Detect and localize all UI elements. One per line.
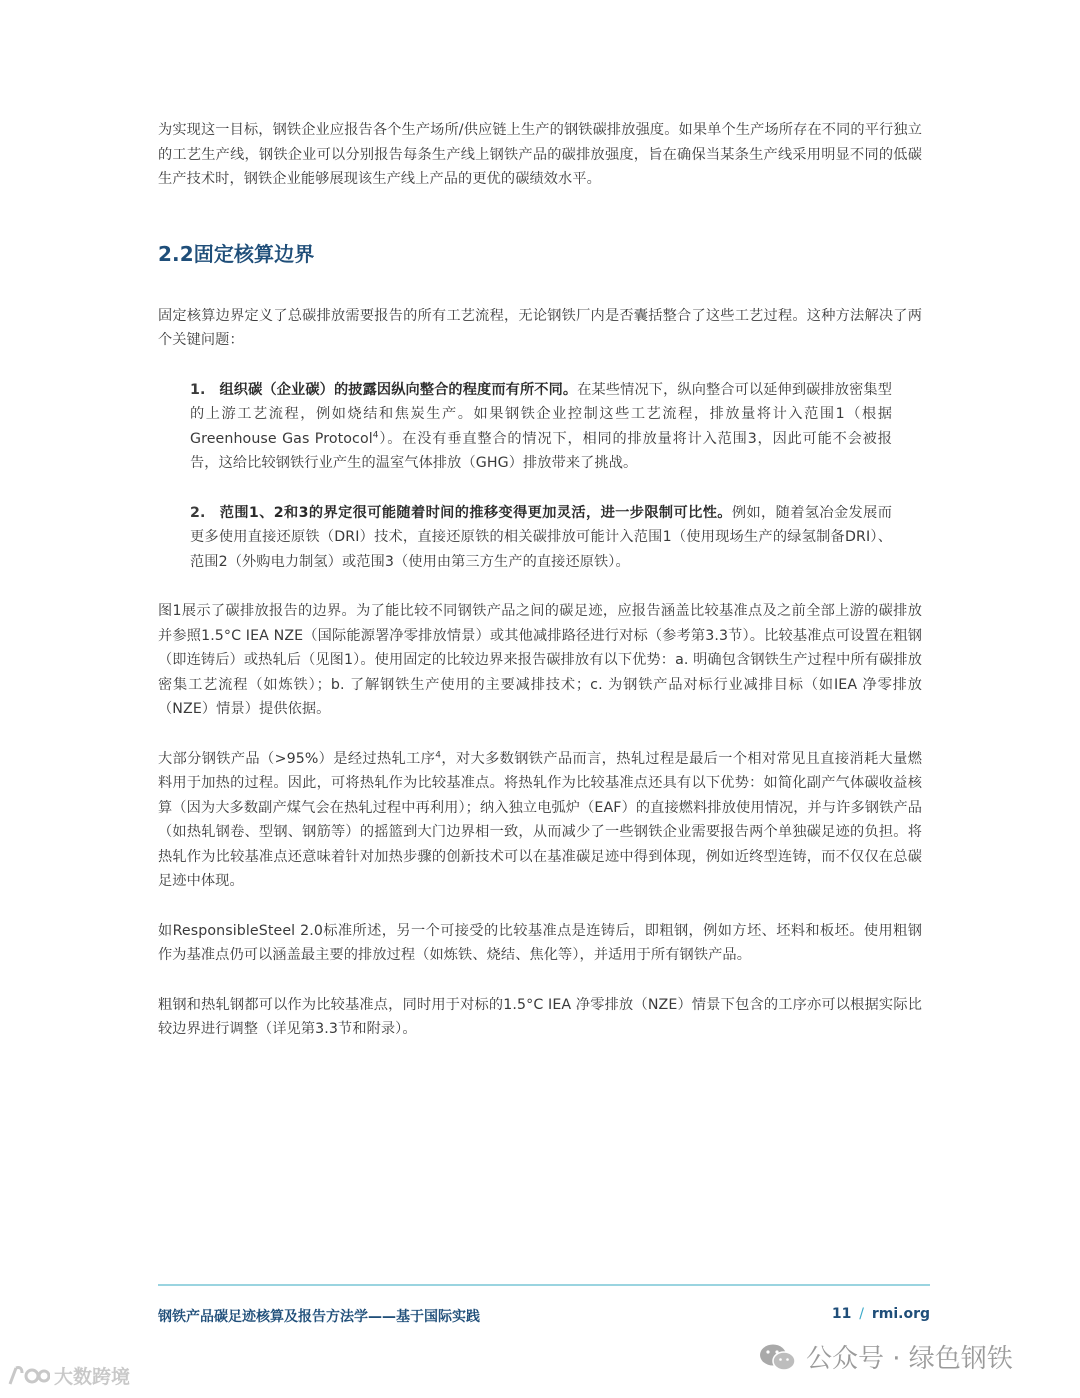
footer-page-info — [832, 1306, 930, 1322]
watermark-logo-icon — [6, 1364, 50, 1388]
paragraph-conclusion — [158, 993, 922, 1042]
footnote-ref: 4 — [372, 429, 379, 440]
list-item-text: 在某些情况下，纵向整合可以延伸到碳排放密集型的上游工艺流程，例如烧结和焦炭生产。如果钢铁企业控制这些工艺流程，排放量将计入范围1（根据Greenhouse Gas Protocol — [190, 381, 892, 447]
site-link[interactable]: rmi.org — [871, 1306, 930, 1322]
paragraph-text: 大部分钢铁产品（>95%）是经过热轧工序 — [158, 750, 436, 767]
paragraph-intro: 为实现这一目标，钢铁企业应报告各个生产场所/供应链上生产的钢铁碳排放强度。如果单个生产场所存在不同的平行独立的工艺生产线，钢铁企业可以分别报告每条生产线上钢铁产品的碳排放强度，旨在确保当某条生产线采用明显不同的低碳生产技术时，钢铁企业能够展现该生产线上产品的更优的碳绩效水平。 — [158, 122, 922, 187]
section-heading: 2.2固定核算边界 — [158, 241, 315, 266]
list-item-number: 1. — [190, 381, 206, 398]
list-item-body — [190, 501, 892, 575]
paragraph-text: 图1展示了碳排放报告的边界。为了能比较不同钢铁产品之间的碳足迹，应报告涵盖比较基准点及之前全部上游的碳排放并参照1.5°C IEA NZE（国际能源署净零排放情景）或其他减排路径进行对标（参考第3.3节）。比较基准点可设置在粗钢（即连铸后）或热轧后（见图1）。使用固定的比较边界来报告碳排放有以下优势：a. 明确包含钢铁生产过程中所有碳排放密集工艺流程（如炼铁）；b. 了解钢铁生产使用的主要减排技术；c. 为钢铁产品对标行业减排目标（如IEA 净零排放（NZE）情景）提供依据。 — [158, 603, 922, 717]
watermark-text: 公众号 · 绿色钢铁 — [806, 1344, 1013, 1374]
slash-divider: / — [859, 1306, 864, 1322]
paragraph-figure1 — [158, 599, 922, 722]
footer-title: 钢铁产品碳足迹核算及报告方法学——基于国际实践 — [158, 1309, 480, 1325]
list-item-text-cont: ）。在没有垂直整合的情况下，相同的排放量将计入范围3，因此可能不会被报告，这给比较钢铁行业产生的温室气体排放（GHG）排放带来了挑战。 — [190, 430, 892, 471]
paragraph-text: 如ResponsibleSteel 2.0标准所述，另一个可接受的比较基准点是连铸后，即粗钢，例如方坯、坯料和板坯。使用粗钢作为基准点仍可以涵盖最主要的排放过程（如炼铁、烧结、焦化等），并适用于所有钢铁产品。 — [158, 922, 922, 963]
paragraph-text: 粗钢和热轧钢都可以作为比较基准点，同时用于对标的1.5°C IEA 净零排放（NZE）情景下包含的工序亦可以根据实际比较边界进行调整（详见第3.3节和附录）。 — [158, 996, 922, 1037]
key-issues-list — [158, 378, 922, 575]
list-item-number: 2. — [190, 504, 206, 521]
list-item — [158, 501, 892, 575]
wechat-watermark — [758, 1338, 1013, 1375]
paragraph-text-cont: ，对大多数钢铁产品而言，热轧过程是最后一个相对常见且直接消耗大量燃料用于加热的过程。因此，可将热轧作为比较基准点。将热轧作为比较基准点还具有以下优势：如简化副产气体碳收益核算（因为大多数副产煤气会在热轧过程中再利用）；纳入独立电弧炉（EAF）的直接燃料排放使用情况，并与许多钢铁产品（如热轧钢卷、型钢、钢筋等）的摇篮到大门边界相一致，从而减少了一些钢铁企业需要报告两个单独碳足迹的负担。将热轧作为比较基准点还意味着针对加热步骤的创新技术可以在基准碳足迹中得到体现，例如近终型连铸，而不仅仅在总碳足迹中体现。 — [158, 750, 922, 889]
corner-watermark — [6, 1362, 130, 1389]
list-item — [158, 378, 892, 476]
paragraph-hot-rolling — [158, 747, 922, 894]
footnote-ref: 4 — [435, 749, 442, 760]
section-intro: 固定核算边界定义了总碳排放需要报告的所有工艺流程，无论钢铁厂内是否囊括整合了这些工艺过程。这种方法解决了两个关键问题： — [158, 307, 922, 348]
list-item-body — [190, 378, 892, 476]
list-item-lead: 组织碳（企业碳）的披露因纵向整合的程度而有所不同。 — [219, 381, 578, 398]
paragraph-crude-steel — [158, 919, 922, 968]
page-number: 11 — [831, 1306, 852, 1322]
watermark-left-text: 大数跨境 — [54, 1366, 131, 1388]
document-body — [158, 118, 922, 1067]
list-item-text: 例如，随着氢冶金发展而更多使用直接还原铁（DRI）技术，直接还原铁的相关碳排放可能计入范围1（使用现场生产的绿氢制备DRI）、范围2（外购电力制氢）或范围3（使用由第三方生产的直接还原铁）。 — [190, 504, 892, 570]
footer-divider — [158, 1284, 930, 1286]
wechat-icon — [758, 1342, 798, 1372]
list-item-lead: 范围1、2和3的界定很可能随着时间的推移变得更加灵活，进一步限制可比性。 — [219, 504, 732, 521]
